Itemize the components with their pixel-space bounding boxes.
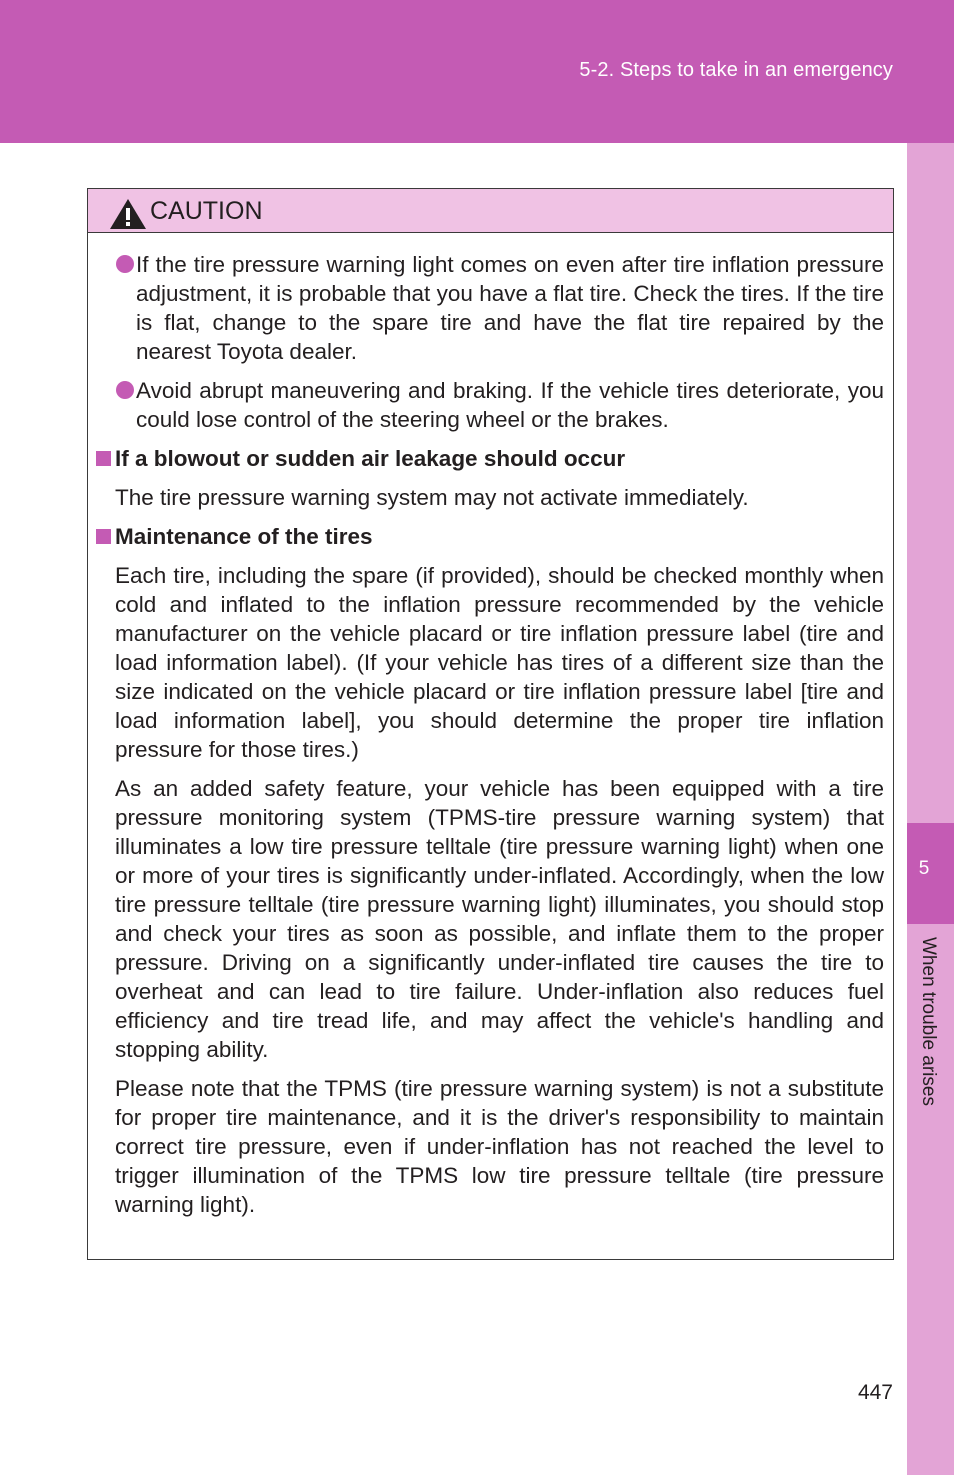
chapter-number: 5 (918, 858, 930, 879)
paragraph: Each tire, including the spare (if provided), should be checked monthly when cold and inflated to the inflation pressure recommended by the vehicle manufacturer on the vehicle placard or tire inflation pressure label (tire and load information label). (If your vehicle has tires of a different size than the size indicated on the vehicle placard or tire inflation pressure label [tire and load information label], you should determine the proper tire inflation pressure for those tires.) (115, 563, 884, 762)
section-title: 5-2. Steps to take in an emergency (579, 59, 893, 81)
caution-content (87, 250, 884, 1229)
bullet-text: Avoid abrupt maneuvering and braking. If the vehicle tires deteriorate, you could lose control of the steering wheel or the brakes. (136, 378, 884, 432)
bullet-text: If the tire pressure warning light comes on even after tire inflation pressure adjustment, it is probable that you have a flat tire. Check the tires. If the tire is flat, change to the spare tire and have the flat tire repaired by the nearest Toyota dealer. (136, 252, 884, 364)
section-heading (87, 522, 884, 551)
square-bullet-icon (96, 451, 111, 466)
square-bullet-icon (96, 529, 111, 544)
section-heading-text: Maintenance of the tires (115, 524, 373, 549)
bullet-item (87, 250, 884, 366)
section-heading-text: If a blowout or sudden air leakage should occur (115, 446, 626, 471)
chapter-label: When trouble arises (918, 937, 939, 1106)
warning-triangle-icon (109, 198, 147, 230)
bullet-item (87, 376, 884, 434)
bullet-dot-icon (116, 381, 134, 399)
bullet-dot-icon (116, 255, 134, 273)
paragraph: Please note that the TPMS (tire pressure warning system) is not a substitute for proper tire maintenance, and it is the driver's responsibility to maintain correct tire pressure, even if under-inflation has not reached the level to trigger illumination of the TPMS low tire pressure telltale (tire pressure warning light). (115, 1076, 884, 1217)
caution-header (88, 189, 893, 233)
page-number: 447 (857, 1381, 893, 1404)
chapter-side-tab (907, 143, 954, 1475)
caution-label: CAUTION (150, 197, 263, 225)
paragraph: The tire pressure warning system may not activate immediately. (115, 485, 749, 510)
section-heading (87, 444, 884, 473)
paragraph: As an added safety feature, your vehicle has been equipped with a tire pressure monitoring system (TPMS-tire pressure warning system) that illuminates a low tire pressure telltale (tire pressure warning light) when one or more of your tires is significantly under-inflated. Accordingly, when the low tire pressure telltale (tire pressure warning light) illuminates, you should stop and check your tires as soon as possible, and inflate them to the proper pressure. Driving on a significantly under-inflated tire causes the tire to overheat and can lead to tire failure. Under-inflation also reduces fuel efficiency and tire tread life, and may affect the vehicle's handling and stopping ability. (115, 776, 884, 1062)
